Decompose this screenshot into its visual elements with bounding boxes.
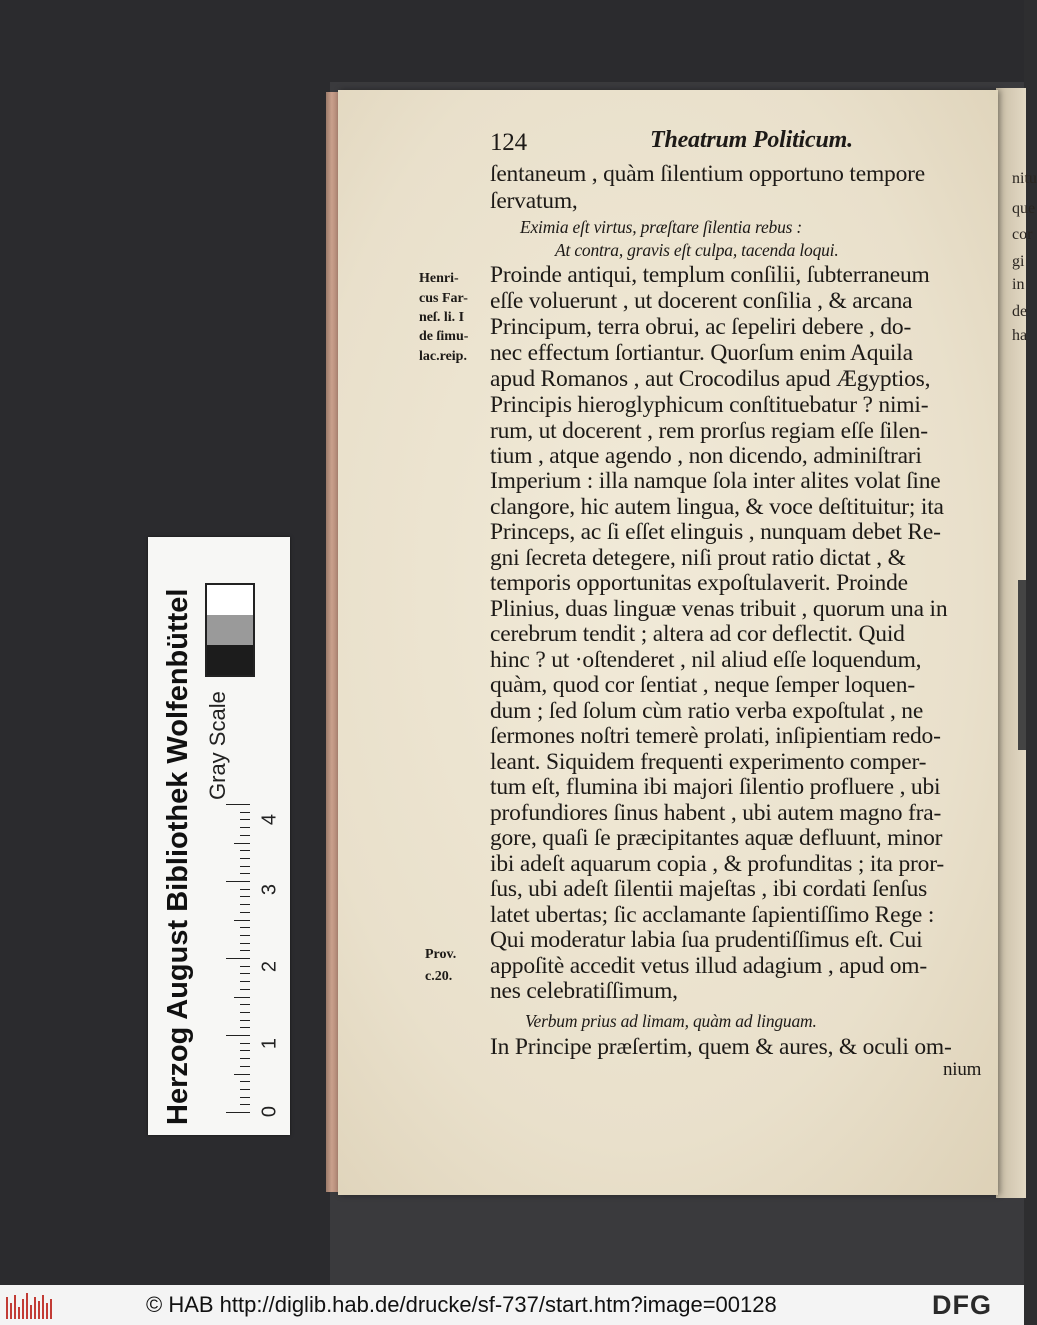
text-line: quàm, quod cor ſentiat , neque ſemper loquen- (490, 672, 915, 698)
logo-stripe (30, 1305, 32, 1319)
swatch-white (207, 585, 253, 615)
next-page-plate (1018, 580, 1026, 750)
logo-stripe (18, 1307, 20, 1319)
catchword: nium (943, 1059, 982, 1080)
text-line: temporis opportunitas expoſtulaverit. Proinde (490, 570, 908, 596)
ruler-tick (240, 866, 250, 867)
ruler-tick (240, 935, 250, 936)
logo-stripe (50, 1299, 52, 1319)
text-line: Princeps, ac ſi eſſet elinguis , nunquam debet Re- (490, 519, 941, 545)
text-line: Plinius, duas linguæ venas tribuit , quorum una in (490, 596, 948, 622)
ruler-tick (240, 966, 250, 967)
next-page-fragment: gi (1012, 253, 1025, 270)
citation-link[interactable]: © HAB http://diglib.hab.de/drucke/sf-737/start.htm?image=00128 (146, 1292, 777, 1317)
text-line: apud Romanos , aut Crocodilus apud Ægyptios, (490, 366, 931, 392)
text-line: appoſitè accedit vetus illud adagium , apud om- (490, 953, 927, 979)
ruler-tick (240, 912, 250, 913)
ruler-tick (234, 997, 250, 998)
ruler-tick (240, 1104, 250, 1105)
next-page-fragment: ha (1012, 327, 1028, 344)
ruler-tick (226, 958, 250, 959)
text-line: ſentaneum , quàm ſilentium opportuno tempore (490, 161, 925, 187)
ruler-tick (240, 1027, 250, 1028)
ruler-tick (240, 873, 250, 874)
ruler-tick (226, 881, 250, 882)
text-line: ſervatum, (490, 188, 578, 214)
ruler-tick (240, 1089, 250, 1090)
ruler-tick (240, 1004, 250, 1005)
ruler-tick (240, 1097, 250, 1098)
text-line: Principis hieroglyphicum conſtituebatur ? nimi- (490, 392, 929, 418)
ruler-number: 4 (258, 813, 281, 826)
logo-stripe (42, 1295, 44, 1319)
ruler-tick (240, 858, 250, 859)
dfg-logo: DFG (932, 1290, 992, 1320)
text-line: In Principe præſertim, quem & aures, & oculi om- (490, 1034, 952, 1060)
running-title: Theatrum Politicum. (650, 127, 853, 153)
next-page-fragment: de (1012, 303, 1028, 320)
gray-scale-swatch (205, 583, 255, 677)
ruler-tick (240, 1020, 250, 1021)
next-page-fragment: nitu (1012, 170, 1037, 187)
institution-label: Herzog August Bibliothek Wolfenbüttel (162, 588, 194, 1125)
text-line: ſermones noſtri temerè prolati, inſipientiam redo- (490, 723, 941, 749)
logo-stripe (46, 1303, 48, 1319)
ruler-tick (240, 1081, 250, 1082)
margin-note: Prov. (425, 947, 457, 962)
swatch-gray (207, 615, 253, 645)
swatch-black (207, 645, 253, 675)
margin-note: de ſimu- (419, 329, 469, 344)
ruler-tick (240, 973, 250, 974)
ruler-tick (240, 812, 250, 813)
next-page-fragment: que (1012, 200, 1036, 217)
ruler-tick (240, 943, 250, 944)
ruler-tick (240, 989, 250, 990)
ruler-tick (226, 1112, 250, 1113)
ruler-tick (226, 1035, 250, 1036)
text-line: cerebrum tendit ; altera ad cor deflectit. Quid (490, 621, 905, 647)
text-line: Imperium : illa namque ſola inter alites volat ſine (490, 468, 941, 494)
verse-line: At contra, gravis eſt culpa, tacenda loqui. (555, 240, 839, 260)
ruler-tick (240, 1066, 250, 1067)
next-page-fragment: cor (1012, 226, 1033, 243)
ruler-number: 2 (258, 960, 281, 973)
ruler-tick (240, 819, 250, 820)
ruler-tick (240, 850, 250, 851)
ruler-tick (240, 904, 250, 905)
ruler-tick (226, 804, 250, 805)
ruler-tick (240, 896, 250, 897)
ruler-tick (234, 920, 250, 921)
ruler-tick (240, 1058, 250, 1059)
ruler-number: 1 (258, 1037, 281, 1050)
text-line: dum ; ſed ſolum cùm ratio verba expoſtulat , ne (490, 698, 924, 724)
text-line: rum, ut docerent , rem prorſus regiam eſſe ſilen- (490, 418, 928, 444)
text-line: Proinde antiqui, templum conſilii, ſubterraneum (490, 262, 930, 288)
margin-note: c.20. (425, 969, 453, 984)
text-line: Principum, terra obrui, ac ſepeliri debere , do- (490, 314, 912, 340)
text-line: profundiores ſinus habent , ubi autem magno fra- (490, 800, 942, 826)
text-line: latet ubertas; ſic acclamante ſapientiſſimo Rege : (490, 902, 935, 928)
ruler-tick (240, 889, 250, 890)
ruler-tick (240, 1043, 250, 1044)
text-line: clangore, hic autem lingua, & voce deſtituitur; ita (490, 494, 944, 520)
margin-note: lac.reip. (419, 349, 467, 364)
text-line: ibi adeſt aquarum copia , & profunditas ; ita pror- (490, 851, 944, 877)
text-line: Qui moderatur labia ſua prudentiſſimus eſt. Cui (490, 927, 923, 953)
text-line: tum eſt, flumina ibi majori ſilentio profluere , ubi (490, 774, 941, 800)
ruler-tick (240, 1012, 250, 1013)
text-line: eſſe voluerunt , ut docerent conſilia , & arcana (490, 288, 913, 314)
logo-stripe (14, 1295, 16, 1319)
verse-line: Eximia eſt virtus, præſtare ſilentia rebus : (520, 217, 803, 237)
verse-line: Verbum prius ad limam, quàm ad linguam. (525, 1011, 817, 1031)
gray-scale-label: Gray Scale (205, 691, 230, 800)
text-line: ſus, ubi adeſt ſilentii majeſtas , ibi cordati ſenſus (490, 876, 928, 902)
logo-stripe (22, 1299, 24, 1319)
ruler-number: 3 (258, 883, 281, 896)
ruler-tick (240, 1050, 250, 1051)
logo-stripe (34, 1297, 36, 1319)
ruler-tick (234, 1074, 250, 1075)
logo-stripe (6, 1297, 8, 1319)
ruler-tick (240, 981, 250, 982)
logo-stripe (10, 1303, 12, 1319)
ruler-tick (234, 843, 250, 844)
text-line: gore, quaſi ſe præcipitantes aquæ defluunt, minor (490, 825, 943, 851)
margin-note: neſ. li. I (419, 310, 465, 325)
logo-stripe (38, 1301, 40, 1319)
ruler-tick (240, 835, 250, 836)
text-line: nec effectum ſortiantur. Quorſum enim Aquila (490, 340, 913, 366)
margin-note: cus Far- (419, 291, 468, 306)
hab-logo-icon (6, 1293, 52, 1319)
ruler-tick (240, 827, 250, 828)
ruler-tick (240, 950, 250, 951)
text-line: tium , atque agendo , non dicendo, adminiſtrari (490, 443, 922, 469)
next-page-fragment: in (1012, 276, 1025, 293)
ruler-number: 0 (258, 1105, 281, 1118)
text-line: gni ſecreta detegere, niſi prout ratio dictat , & (490, 545, 906, 571)
page-number: 124 (490, 129, 527, 156)
text-line: hinc ? ut ·oſtenderet , nil aliud eſſe loquendum, (490, 647, 922, 673)
ruler-tick (240, 927, 250, 928)
margin-note: Henri- (419, 271, 459, 286)
text-line: nes celebratiſſimum, (490, 978, 678, 1004)
text-line: leant. Siquidem frequenti experimento comper- (490, 749, 927, 775)
logo-stripe (26, 1293, 28, 1319)
